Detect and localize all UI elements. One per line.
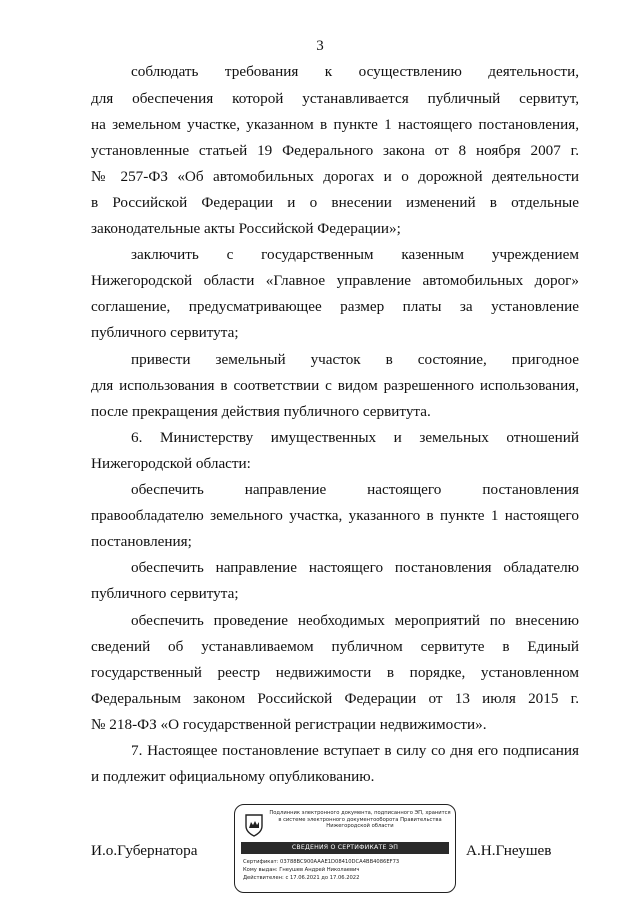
- text-line: государственный реестр недвижимости в порядке, установленном: [91, 664, 579, 681]
- text-line: № 257-ФЗ «Об автомобильных дорогах и о дорожной деятельности: [91, 168, 579, 185]
- text-line: заключить с государственным казенным учреждением: [131, 246, 579, 263]
- text-line: установленные статьей 19 Федерального закона от 8 ноября 2007 г.: [91, 142, 579, 159]
- text-line: № 218-ФЗ «О государственной регистрации недвижимости».: [91, 716, 487, 733]
- stamp-valid-row: [243, 875, 359, 881]
- stamp-title: СВЕДЕНИЯ О СЕРТИФИКАТЕ ЭП: [241, 842, 449, 854]
- page-number: 3: [316, 38, 324, 54]
- stamp-owner-value: Гнеушев Андрей Николаевич: [279, 867, 360, 873]
- signer-position: И.о.Губернатора: [91, 842, 198, 859]
- stamp-certificate-label: Сертификат:: [243, 859, 279, 865]
- text-line: Нижегородской области «Главное управление автомобильных дорог»: [91, 272, 579, 289]
- text-line: публичного сервитута;: [91, 585, 239, 602]
- stamp-owner-label: Кому выдан:: [243, 867, 278, 873]
- text-line: обеспечить направление настоящего постановления: [131, 481, 579, 498]
- text-line: Федеральным законом Российской Федерации от 13 июля 2015 г.: [91, 690, 579, 707]
- text-line: для использования в соответствии с видом разрешенного использования,: [91, 377, 579, 394]
- text-line: 7. Настоящее постановление вступает в силу со дня его подписания: [131, 742, 579, 759]
- electronic-signature-stamp: [234, 804, 456, 893]
- text-line: соглашение, предусматривающее размер платы за установление: [91, 298, 579, 315]
- text-line: обеспечить направление настоящего постановления обладателю: [131, 559, 579, 576]
- text-line: правообладателю земельного участка, указанного в пункте 1 настоящего: [91, 507, 579, 524]
- text-line: после прекращения действия публичного сервитута.: [91, 403, 431, 420]
- text-line: постановления;: [91, 533, 192, 550]
- text-line: для обеспечения которой устанавливается публичный сервитут,: [91, 90, 579, 107]
- text-line: в Российской Федерации и о внесении изменений в отдельные: [91, 194, 579, 211]
- text-line: обеспечить проведение необходимых мероприятий по внесению: [131, 612, 579, 629]
- text-line: публичного сервитута;: [91, 324, 239, 341]
- stamp-certificate-value: 03788BC900AAAE1D08410DCA4BB4086EF73: [280, 859, 400, 865]
- text-line: законодательные акты Российской Федерации»;: [91, 220, 401, 237]
- stamp-valid-value: с 17.06.2021 до 17.06.2022: [285, 875, 360, 881]
- text-line: 6. Министерству имущественных и земельных отношений: [131, 429, 579, 446]
- stamp-owner-row: [243, 867, 359, 873]
- coat-of-arms-icon: [244, 813, 264, 837]
- text-line: и подлежит официальному опубликованию.: [91, 768, 375, 785]
- signer-name: А.Н.Гнеушев: [466, 842, 552, 859]
- stamp-certificate-row: [243, 859, 399, 865]
- text-line: на земельном участке, указанном в пункте 1 настоящего постановления,: [91, 116, 579, 133]
- stamp-valid-label: Действителен:: [243, 875, 284, 881]
- text-line: Нижегородской области:: [91, 455, 251, 472]
- text-line: сведений об устанавливаемом публичном сервитуте в Единый: [91, 638, 579, 655]
- stamp-header: Подлинник электронного документа, подписанного ЭП, хранится в системе электронного документооборота Правительства Нижегородской области: [269, 810, 451, 830]
- text-line: соблюдать требования к осуществлению деятельности,: [131, 63, 579, 80]
- text-line: привести земельный участок в состояние, пригодное: [131, 351, 579, 368]
